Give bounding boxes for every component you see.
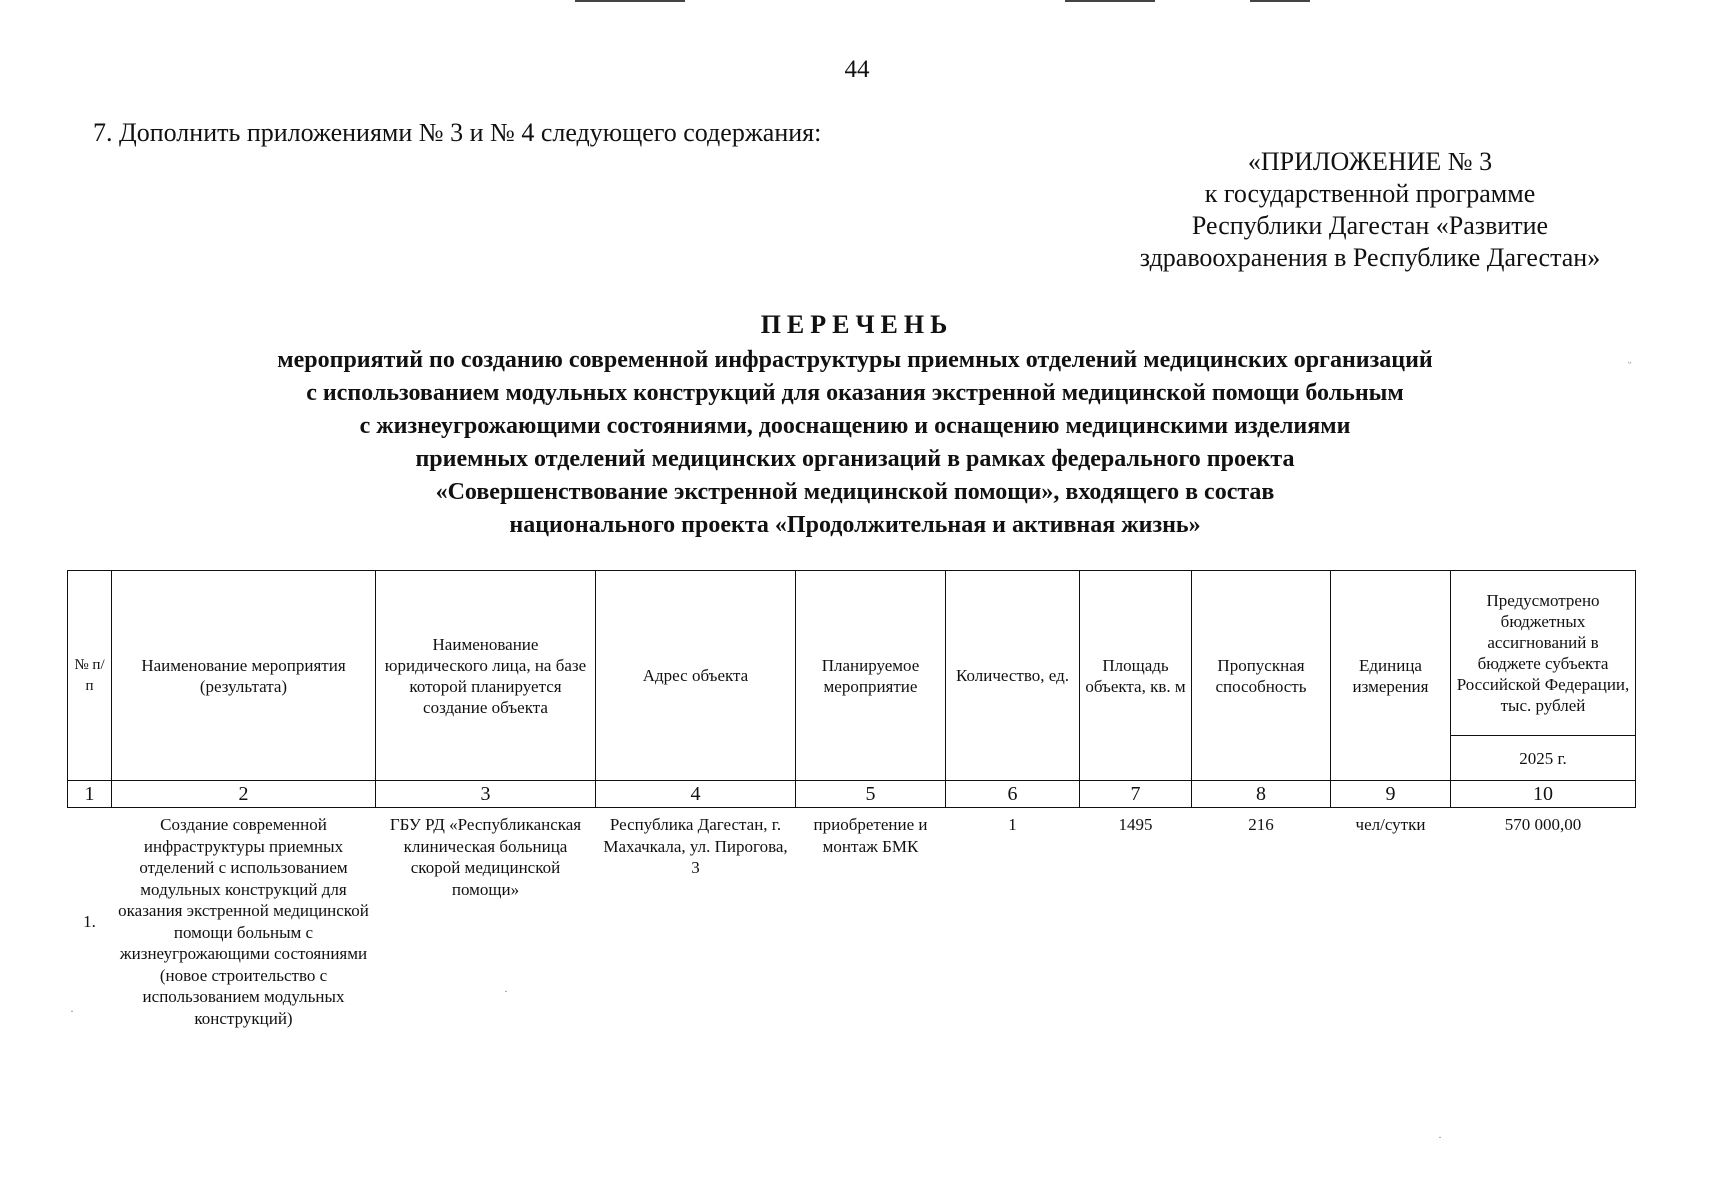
scan-speck: ᵕ bbox=[1628, 356, 1632, 370]
column-number: 1 bbox=[68, 781, 112, 808]
subtitle-line: «Совершенствование экстренной медицинской помощи», входящего в состав bbox=[435, 479, 1275, 505]
table-header-row bbox=[68, 571, 1636, 736]
cell-planned-activity: приобретение и монтаж БМК bbox=[813, 815, 928, 856]
page-number: 44 bbox=[844, 56, 870, 83]
column-number: 2 bbox=[112, 781, 376, 808]
column-number: 3 bbox=[376, 781, 596, 808]
cell-quantity: 1 bbox=[1008, 815, 1017, 834]
header-quantity: Количество, ед. bbox=[946, 571, 1080, 781]
cell-activity-name: Создание современной инфраструктуры приемных отделений с использованием модульных конструкций для оказания экстренной медицинской помощи больным с жизнеугрожающими состояниями (новое строительство с использованием модульных конструкций) bbox=[118, 815, 369, 1028]
header-year: 2025 г. bbox=[1451, 736, 1636, 781]
scan-speck: · bbox=[70, 1004, 74, 1018]
column-number: 10 bbox=[1451, 781, 1636, 808]
table-row bbox=[68, 808, 1636, 1030]
column-number: 8 bbox=[1192, 781, 1331, 808]
header-activity-name: Наименование мероприятия (результата) bbox=[112, 571, 376, 781]
subtitle-line: мероприятий по созданию современной инфраструктуры приемных отделений медицинских организаций bbox=[277, 347, 1433, 373]
column-number: 6 bbox=[946, 781, 1080, 808]
header-legal-entity: Наименование юридического лица, на базе которой планируется создание объекта bbox=[376, 571, 596, 781]
scan-speck: · bbox=[504, 984, 508, 998]
appendix-line: «ПРИЛОЖЕНИЕ № 3 bbox=[1247, 147, 1493, 176]
appendix-line: здравоохранения в Республике Дагестан» bbox=[1139, 243, 1601, 272]
scan-speck: · bbox=[1438, 1130, 1442, 1144]
document-title: ПЕРЕЧЕНЬ bbox=[760, 310, 954, 339]
column-number: 9 bbox=[1331, 781, 1451, 808]
activities-table bbox=[67, 570, 1636, 1029]
header-address: Адрес объекта bbox=[596, 571, 796, 781]
scan-mark bbox=[575, 0, 685, 2]
header-capacity: Пропускная способность bbox=[1192, 571, 1331, 781]
intro-text: 7. Дополнить приложениями № 3 и № 4 следующего содержания: bbox=[93, 118, 822, 147]
cell-area: 1495 bbox=[1118, 815, 1153, 834]
header-unit: Единица измерения bbox=[1331, 571, 1451, 781]
column-number: 5 bbox=[796, 781, 946, 808]
column-number: 7 bbox=[1080, 781, 1192, 808]
subtitle-line: с жизнеугрожающими состояниями, дооснащению и оснащению медицинскими изделиями bbox=[359, 413, 1351, 439]
header-number: № п/п bbox=[68, 571, 112, 781]
column-number-row bbox=[68, 781, 1636, 808]
header-area: Площадь объекта, кв. м bbox=[1080, 571, 1192, 781]
appendix-line: к государственной программе bbox=[1204, 179, 1536, 208]
appendix-heading bbox=[1090, 146, 1650, 274]
cell-budget: 570 000,00 bbox=[1504, 815, 1582, 834]
column-number: 4 bbox=[596, 781, 796, 808]
scan-mark bbox=[1065, 0, 1155, 2]
subtitle-line: национального проекта «Продолжительная и активная жизнь» bbox=[509, 512, 1201, 538]
subtitle-line: приемных отделений медицинских организаций в рамках федерального проекта bbox=[415, 446, 1295, 472]
document-subtitle bbox=[140, 344, 1570, 542]
cell-capacity: 216 bbox=[1248, 815, 1274, 834]
header-budget: Предусмотрено бюджетных ассигнований в бюджете субъекта Российской Федерации, тыс. рублей bbox=[1451, 571, 1636, 736]
appendix-line: Республики Дагестан «Развитие bbox=[1191, 211, 1549, 240]
subtitle-line: с использованием модульных конструкций для оказания экстренной медицинской помощи больным bbox=[306, 380, 1404, 406]
scan-mark bbox=[1250, 0, 1310, 2]
cell-number: 1. bbox=[83, 911, 96, 931]
cell-unit: чел/сутки bbox=[1355, 815, 1426, 834]
cell-address: Республика Дагестан, г. Махачкала, ул. Пирогова, 3 bbox=[603, 815, 788, 877]
header-planned-activity: Планируемое мероприятие bbox=[796, 571, 946, 781]
cell-legal-entity: ГБУ РД «Республиканская клиническая больница скорой медицинской помощи» bbox=[389, 815, 582, 899]
